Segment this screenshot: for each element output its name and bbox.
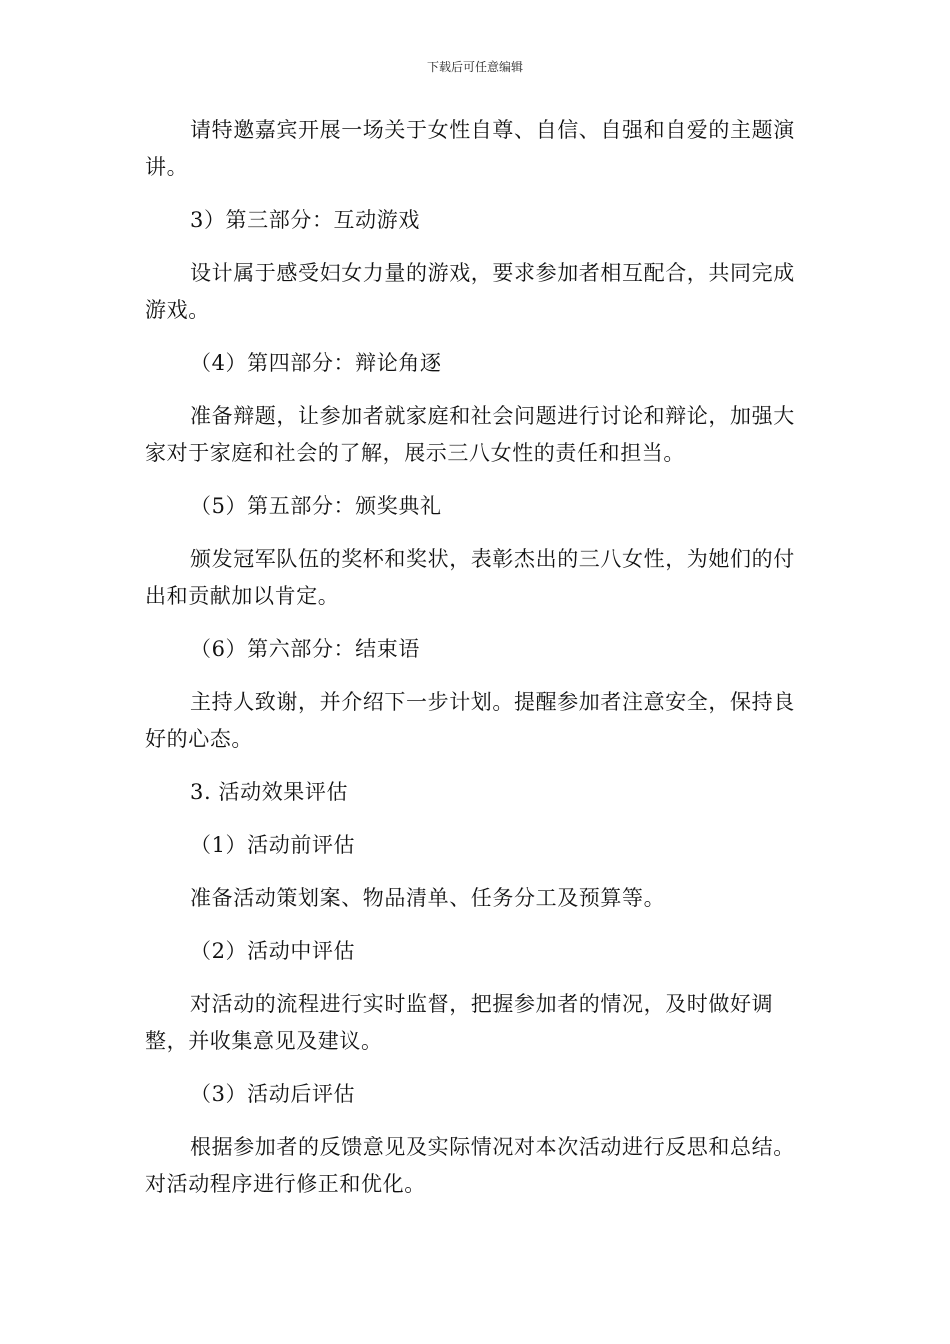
paragraph-closing: 主持人致谢，并介绍下一步计划。提醒参加者注意安全，保持良好的心态。: [145, 690, 795, 751]
paragraph-keynote-speech: 请特邀嘉宾开展一场关于女性自尊、自信、自强和自爱的主题演讲。: [145, 118, 795, 179]
heading-pre-evaluation: （1）活动前评估: [190, 833, 356, 857]
heading-part-four: （4）第四部分：辩论角逐: [190, 351, 442, 375]
paragraph-pre-evaluation: 准备活动策划案、物品清单、任务分工及预算等。: [190, 886, 666, 910]
heading-evaluation: 3. 活动效果评估: [190, 780, 349, 804]
paragraph-award-ceremony: 颁发冠军队伍的奖杯和奖状，表彰杰出的三八女性，为她们的付出和贡献加以肯定。: [145, 547, 795, 608]
heading-post-evaluation: （3）活动后评估: [190, 1082, 356, 1106]
heading-part-three: 3）第三部分：互动游戏: [190, 208, 420, 232]
paragraph-post-evaluation: 根据参加者的反馈意见及实际情况对本次活动进行反思和总结。对活动程序进行修正和优化。: [145, 1135, 795, 1196]
document-body: [145, 112, 809, 1203]
paragraph-debate: 准备辩题，让参加者就家庭和社会问题进行讨论和辩论，加强大家对于家庭和社会的了解，展示三八女性的责任和担当。: [145, 404, 795, 465]
page-header: 下载后可任意编辑: [426, 60, 523, 74]
heading-part-five: （5）第五部分：颁奖典礼: [190, 494, 442, 518]
paragraph-mid-evaluation: 对活动的流程进行实时监督，把握参加者的情况，及时做好调整，并收集意见及建议。: [145, 992, 774, 1053]
paragraph-interactive-game: 设计属于感受妇女力量的游戏，要求参加者相互配合，共同完成游戏。: [145, 261, 795, 322]
heading-mid-evaluation: （2）活动中评估: [190, 939, 356, 963]
heading-part-six: （6）第六部分：结束语: [190, 637, 420, 661]
